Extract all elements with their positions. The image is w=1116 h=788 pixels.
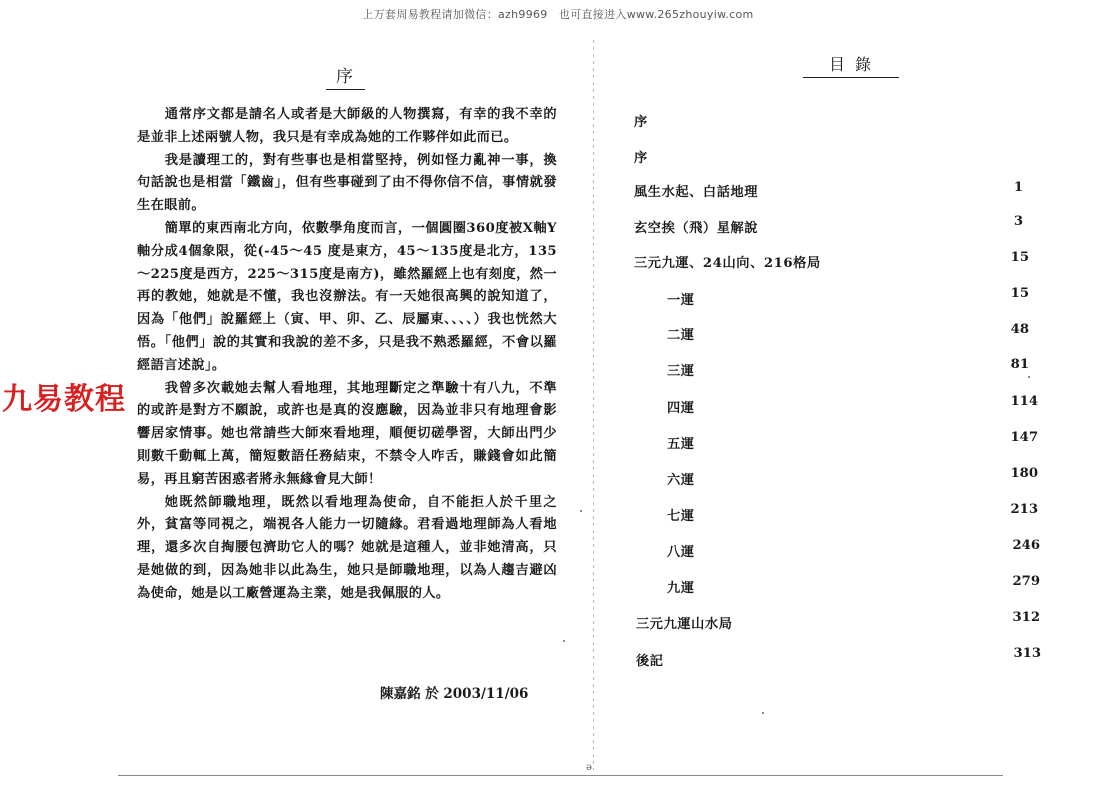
preface-paragraph: 通常序文都是請名人或者是大師級的人物撰寫，有幸的我不幸的是並非上述兩號人物，我只是有幸成為她的工作夥伴如此而已。 xyxy=(137,107,557,145)
toc-entry-page: 213 xyxy=(1010,502,1038,517)
preface-title: 序 xyxy=(326,62,365,90)
watermark-logo: 九易教程 xyxy=(2,382,126,417)
toc-entry[interactable] xyxy=(634,181,758,200)
toc-entry[interactable] xyxy=(667,505,695,524)
preface-signature: 陳嘉銘 於 2003/11/06 xyxy=(380,686,529,702)
preface-paragraph: 我是讀理工的，對有些事也是相當堅持，例如怪力亂神一事，換句話說也是相當「鐵齒」，但有些事碰到了由不得你信不信，事情就發生在眼前。 xyxy=(137,152,557,214)
toc-title: 目錄 xyxy=(803,52,899,78)
toc-entry-label: 五運 xyxy=(667,437,695,452)
toc-entry[interactable] xyxy=(634,147,648,166)
preface-paragraph: 簡單的東西南北方向，依數學角度而言，一個圓圈360度被X軸Y軸分成4個象限，從(-45～45 度是東方，45～135度是北方，135～225度是西方，225～315度是南方)，雖然羅經上也有刻度，然一再的教她，她就是不懂，我也沒辦法。有一天她很高興的說知道了，因為「他們」說羅經上（寅、甲、卯、乙、辰屬東、、、、）我也恍然大悟。「他們」說的其實和我說的差不多，只是我不熟悉羅經，不會以羅經語言述說」。 xyxy=(137,220,557,373)
toc-entry-label: 七運 xyxy=(667,509,695,524)
toc-entry[interactable] xyxy=(634,217,758,236)
toc-entry-label: 玄空挨（飛）星解說 xyxy=(634,221,759,236)
toc-entry-page: 15 xyxy=(1010,286,1029,301)
toc-entry[interactable] xyxy=(667,469,695,488)
banner-text: 上万套周易教程请加微信：azh9969 也可直接进入www.265zhouyiw.com xyxy=(362,8,754,21)
toc-entry-page: 48 xyxy=(1010,322,1029,337)
toc-entry-label: 八運 xyxy=(667,545,695,560)
toc-entry-label: 二運 xyxy=(667,328,695,343)
toc-entry-page: 147 xyxy=(1010,430,1038,445)
toc-entry[interactable] xyxy=(636,650,664,669)
page-gutter xyxy=(593,40,594,770)
scan-mark: ǝ xyxy=(586,762,592,773)
scan-speck xyxy=(762,712,764,714)
scan-speck xyxy=(563,640,565,642)
toc-entry-label: 風生水起、白話地理 xyxy=(634,185,759,200)
toc-entry[interactable] xyxy=(636,613,733,632)
preface-paragraph: 她既然師職地理，既然以看地理為使命，自不能拒人於千里之外，貧富等同視之，端視各人能力一切隨緣。君看過地理師為人看地理，還多次自掏腰包濟助它人的嗎？她就是這種人，並非她清高，只是她做的到，因為她非以此為生，她只是師職地理，以為人趨吉避凶為使命，她是以工廠營運為主業，她是我佩服的人。 xyxy=(137,494,557,601)
toc-entry[interactable] xyxy=(634,252,821,271)
toc-entry-page: 114 xyxy=(1010,394,1038,409)
bottom-rule xyxy=(118,775,1003,776)
toc-entry-label: 序 xyxy=(634,151,648,166)
toc-entry-label: 六運 xyxy=(667,473,695,488)
toc-entry[interactable] xyxy=(667,397,695,416)
toc-entry[interactable] xyxy=(667,433,695,452)
preface-body xyxy=(137,104,557,606)
toc-entry-page: 312 xyxy=(1012,610,1040,625)
toc-entry-label: 序 xyxy=(634,115,648,130)
scan-speck xyxy=(580,510,582,512)
toc-entry-label: 九運 xyxy=(667,581,695,596)
toc-entry[interactable] xyxy=(667,577,695,596)
toc-entry-label: 四運 xyxy=(667,401,695,416)
toc-entry-page: 1 xyxy=(1013,180,1023,195)
toc-entry-page: 81 xyxy=(1010,357,1029,372)
toc-entry-page: 279 xyxy=(1012,574,1040,589)
toc-entry-page: 3 xyxy=(1013,214,1023,229)
toc-entry-label: 三元九運山水局 xyxy=(636,617,733,632)
toc-entry-label: 三運 xyxy=(667,364,695,379)
toc-entry-page: 246 xyxy=(1012,538,1040,553)
toc-entry-label: 後記 xyxy=(636,654,664,669)
toc-entry-page: 313 xyxy=(1013,646,1041,661)
toc-entry-label: 一運 xyxy=(667,293,695,308)
preface-paragraph: 我曾多次載她去幫人看地理，其地理斷定之準驗十有八九，不準的或許是對方不願說，或許也是真的沒應驗，因為並非只有地理會影響居家情事。她也常請些大師來看地理，順便切磋學習，大師出門少則數千動輒上萬，簡短數語任務結束，不禁令人咋舌，賺錢會如此簡易，再且窮苦困惑者將永無緣會見大師！ xyxy=(137,380,557,487)
toc-entry[interactable] xyxy=(634,111,648,130)
toc-entry-page: 180 xyxy=(1010,466,1038,481)
toc-entry[interactable] xyxy=(667,541,695,560)
toc-entry[interactable] xyxy=(667,324,695,343)
toc-entry[interactable] xyxy=(667,289,695,308)
toc-entry-page: 15 xyxy=(1010,250,1029,265)
toc-entry-label: 三元九運、24山向、216格局 xyxy=(634,256,821,271)
toc-entry[interactable] xyxy=(667,360,695,379)
scan-speck xyxy=(1028,376,1030,378)
